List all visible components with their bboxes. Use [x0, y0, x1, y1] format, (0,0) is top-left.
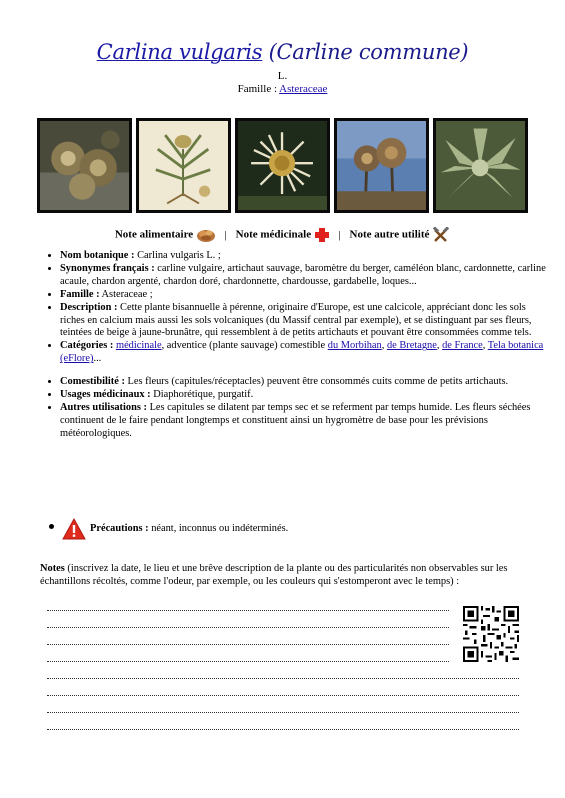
- page-title: [0, 40, 565, 64]
- note-medicinal-label: Note médicinale: [235, 228, 312, 241]
- notes-line[interactable]: [47, 661, 449, 662]
- family-label: Famille :: [237, 83, 280, 95]
- notes-line[interactable]: [47, 678, 519, 679]
- notes-line[interactable]: [47, 729, 519, 730]
- notes-line[interactable]: [47, 610, 449, 611]
- photo-botanical-illustration[interactable]: [136, 118, 231, 213]
- precautions-text: Précautions : néant, inconnus ou indéterminés.: [90, 523, 289, 534]
- note-separator: |: [338, 228, 341, 241]
- family-link[interactable]: Asteraceae: [279, 83, 328, 95]
- photo-leaves-image: [436, 121, 525, 210]
- photo-flower-head-image: [238, 121, 327, 210]
- category-link-tela-botanica[interactable]: Tela botanica (eFlore): [60, 340, 544, 365]
- photo-strip: [37, 118, 528, 213]
- note-other-label: Note autre utilité: [349, 228, 430, 241]
- food-icon: [196, 227, 216, 243]
- note-separator: |: [224, 228, 227, 241]
- notes-line[interactable]: [47, 712, 519, 713]
- fact-other-uses: • Autres utilisations : Les capitules se dilatent par temps sec et se referment par temps humide. Les fleurs séchées continuent de le faire pendant longtemps et constituent ainsi un hygromètre de base pour les prévisions météorologiques.: [60, 402, 550, 441]
- photo-dried-flowers[interactable]: [334, 118, 429, 213]
- title-latin-name[interactable]: Carlina vulgaris: [96, 40, 263, 64]
- author-abbreviation: L.: [277, 70, 288, 82]
- category-link-medicinale[interactable]: médicinale: [115, 340, 162, 352]
- photo-plant-rosette[interactable]: [37, 118, 132, 213]
- notes-line[interactable]: [47, 644, 449, 645]
- category-link-bretagne[interactable]: de Bretagne: [386, 340, 437, 352]
- fact-synonyms: • Synonymes français : carline vulgaire, artichaut sauvage, baromètre du berger, caméléon blanc, cardonnette, carline acaule, chardon argenté, chardon doré, chardonnette, chardousse, gardabelle, loques...: [60, 263, 550, 289]
- fact-categories: • Catégories : médicinale, adventice (plante sauvage) comestible du Morbihan, de Bretagne, de France, Tela botanica (eFlore)...: [60, 340, 550, 366]
- fact-edibility: • Comestibilité : Les fleurs (capitules/réceptacles) peuvent être consommés cuits comme de petits artichauts.: [60, 376, 550, 389]
- notes-instructions: Notes (inscrivez la date, le lieu et une brêve description de la plante ou des particularités non observables sur les échantillons récoltés, comme l'odeur, par exemple, ou les couleurs qui s'estomperont avec le temps) :: [40, 563, 508, 587]
- notes-line[interactable]: [47, 627, 449, 628]
- plant-facts-list: [42, 250, 550, 441]
- photo-dried-flowers-image: [337, 121, 426, 210]
- fact-medicinal-uses: • Usages médicinaux : Diaphorétique, purgatif.: [60, 389, 550, 402]
- notes-line[interactable]: [47, 695, 519, 696]
- title-common-name: (Carline commune): [262, 40, 469, 64]
- photo-flower-head[interactable]: [235, 118, 330, 213]
- fact-botanical-name: • Nom botanique : Carlina vulgaris L. ;: [60, 250, 550, 263]
- photo-leaves[interactable]: [433, 118, 528, 213]
- note-food-label: Note alimentaire: [114, 228, 194, 241]
- fact-family: • Famille : Asteraceae ;: [60, 289, 550, 302]
- photo-botanical-illustration-image: [139, 121, 228, 210]
- family-line: [0, 83, 565, 95]
- medical-cross-icon: [314, 227, 330, 243]
- fact-description: • Description : Cette plante bisannuelle à pérenne, originaire d'Europe, est une calcicole, appréciant donc les sols riches en calcium mais aussi les sols volcaniques (du Massif central par exemple), et se distinguant par ses fleurs, teintées de beige à jaune-brunâtre, qui ressemblent à de petits artichauts et pouvant être consommées comme tels.: [60, 302, 550, 341]
- precautions-bullet: [49, 524, 54, 529]
- warning-icon: [62, 518, 86, 540]
- tools-icon: [432, 227, 450, 243]
- qr-code[interactable]: [463, 606, 519, 662]
- category-link-morbihan[interactable]: du Morbihan: [327, 340, 382, 352]
- category-link-france[interactable]: de France: [442, 340, 483, 352]
- photo-plant-rosette-image: [40, 121, 129, 210]
- usage-notes-bar: [0, 227, 565, 243]
